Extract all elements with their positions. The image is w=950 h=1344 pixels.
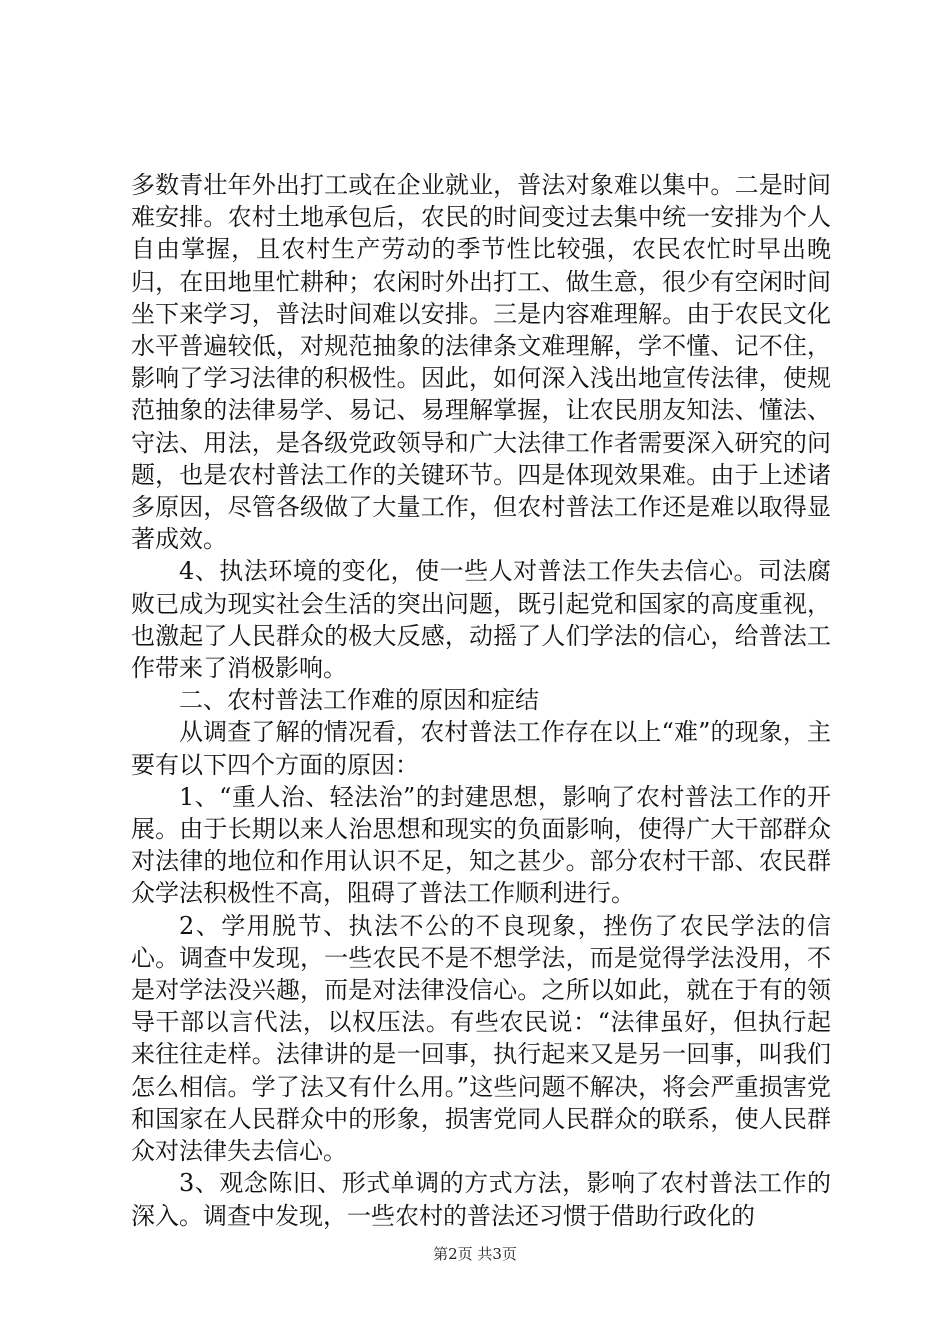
section-heading-2: 二、农村普法工作难的原因和症结 — [179, 686, 539, 715]
page-number: 第2页 共3页 — [433, 1245, 517, 1263]
paragraph-intro: 从调查了解的情况看，农村普法工作存在以上“难”的现象，主要有以下四个方面的原因： — [131, 718, 831, 779]
paragraph-reason-1: 1、“重人治、轻法治”的封建思想，影响了农村普法工作的开展。由于长期以来人治思想和现实的负面影响，使得广大干部群众对法律的地位和作用认识不足，知之甚少。部分农村干部、农民群众学法积极性不高，阻碍了普法工作顺利进行。 — [131, 782, 831, 908]
paragraph-continued: 多数青壮年外出打工或在企业就业，普法对象难以集中。二是时间难安排。农村土地承包后，农民的时间变过去集中统一安排为个人自由掌握，且农村生产劳动的季节性比较强，农民农忙时早出晚归，在田地里忙耕种；农闲时外出打工、做生意，很少有空闲时间坐下来学习，普法时间难以安排。三是内容难理解。由于农民文化水平普遍较低，对规范抽象的法律条文难理解，学不懂、记不住，影响了学习法律的积极性。因此，如何深入浅出地宣传法律，使规范抽象的法律易学、易记、易理解掌握，让农民朋友知法、懂法、守法、用法，是各级党政领导和广大法律工作者需要深入研究的问题，也是农村普法工作的关键环节。四是体现效果难。由于上述诸多原因，尽管各级做了大量工作，但农村普法工作还是难以取得显著成效。 — [131, 171, 831, 554]
page-footer — [0, 1244, 950, 1264]
document-body — [131, 169, 831, 1232]
paragraph-item-4: 4、执法环境的变化，使一些人对普法工作失去信心。司法腐败已成为现实社会生活的突出问题，既引起党和国家的高度重视，也激起了人民群众的极大反感，动摇了人们学法的信心，给普法工作带来了消极影响。 — [131, 557, 831, 683]
paragraph-reason-3: 3、观念陈旧、形式单调的方式方法，影响了农村普法工作的深入。调查中发现，一些农村的普法还习惯于借助行政化的 — [131, 1169, 831, 1230]
paragraph-reason-2: 2、学用脱节、执法不公的不良现象，挫伤了农民学法的信心。调查中发现，一些农民不是不想学法，而是觉得学法没用，不是对学法没兴趣，而是对法律没信心。之所以如此，就在于有的领导干部以言代法，以权压法。有些农民说：“法律虽好，但执行起来往往走样。法律讲的是一回事，执行起来又是另一回事，叫我们怎么相信。学了法又有什么用。”这些问题不解决，将会严重损害党和国家在人民群众中的形象，损害党同人民群众的联系，使人民群众对法律失去信心。 — [131, 911, 831, 1166]
